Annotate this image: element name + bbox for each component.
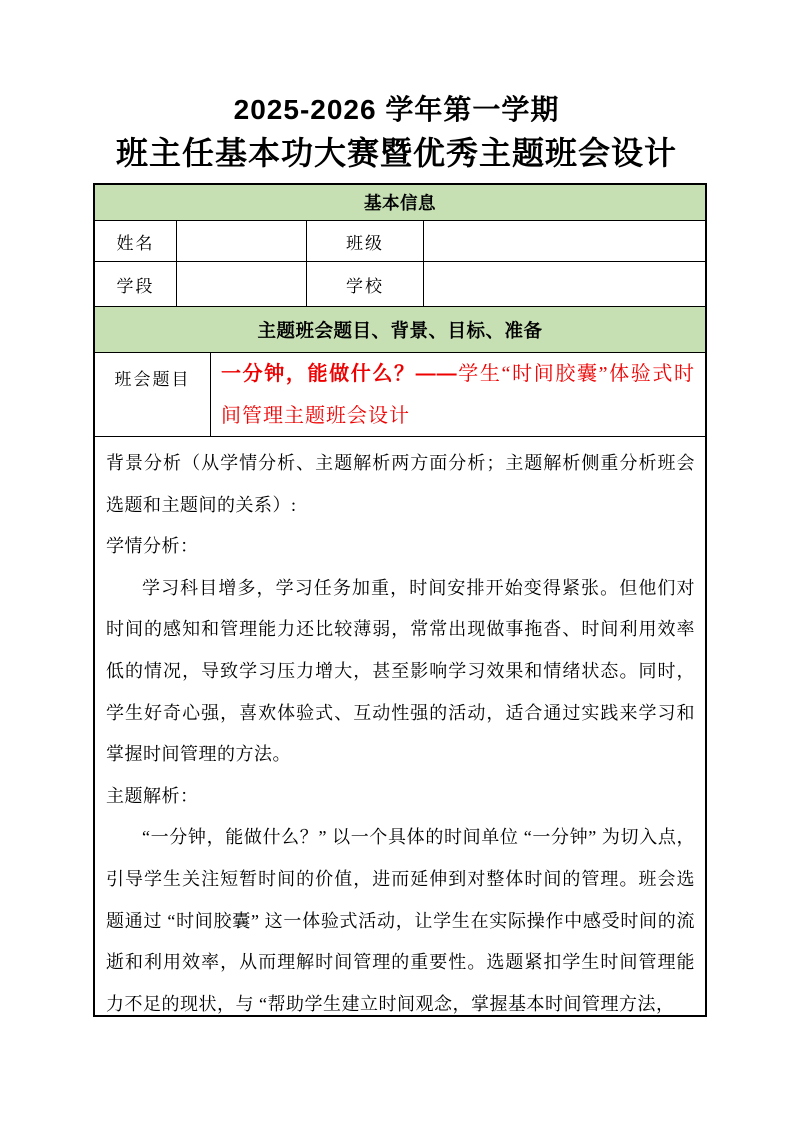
stage-label: 学段 [95, 262, 177, 306]
row-stage-school [95, 262, 705, 307]
stage-input-cell[interactable] [177, 262, 307, 306]
zhuti-paragraph: “一分钟，能做什么？” 以一个具体的时间单位 “一分钟” 为切入点，引导学生关注短暂时间的价值，进而延伸到对整体时间的管理。班会选题通过 “时间胶囊” 这一体验式活动，让学生在实际操作中感受时间的流逝和利用效率，从而理解时间管理的重要性。选题紧扣学生时间管理能力不足的现状，与 “帮助学生建立时间观念，掌握基本时间管理方法， [106, 827, 695, 1014]
topic-title-rest: 学生“时间胶囊”体验式时间管理主题班会设计 [221, 363, 695, 427]
document-title-block [0, 90, 793, 176]
doc-title-line2: 班主任基本功大赛暨优秀主题班会设计 [115, 135, 677, 171]
school-input-cell[interactable] [424, 262, 705, 306]
section-header-basic-info: 基本信息 [95, 185, 705, 221]
row-topic [95, 353, 705, 437]
topic-title-bold: 一分钟，能做什么？—— [221, 363, 458, 385]
name-label: 姓名 [95, 221, 177, 261]
section-header-topic: 主题班会题目、背景、目标、准备 [95, 307, 705, 353]
topic-title[interactable] [211, 353, 705, 436]
background-analysis-cell[interactable] [95, 437, 705, 1015]
school-label: 学校 [307, 262, 424, 306]
name-input-cell[interactable] [177, 221, 307, 261]
background-intro: 背景分析（从学情分析、主题解析两方面分析；主题解析侧重分析班会选题和主题间的关系）: [106, 453, 695, 515]
zhuti-heading: 主题解析： [106, 785, 199, 806]
xueqing-heading: 学情分析： [106, 536, 199, 557]
xueqing-paragraph: 学习科目增多，学习任务加重，时间安排开始变得紧张。但他们对时间的感知和管理能力还比较薄弱，常常出现做事拖沓、时间利用效率低的情况，导致学习压力增大，甚至影响学习效果和情绪状态。同时，学生好奇心强，喜欢体验式、互动性强的活动，适合通过实践来学习和掌握时间管理的方法。 [106, 577, 695, 765]
doc-title-line1: 2025-2026 学年第一学期 [233, 94, 560, 125]
class-input-cell[interactable] [424, 221, 705, 261]
topic-label: 班会题目 [95, 353, 211, 436]
class-label: 班级 [307, 221, 424, 261]
form-table [93, 183, 707, 1017]
row-name-class [95, 221, 705, 262]
